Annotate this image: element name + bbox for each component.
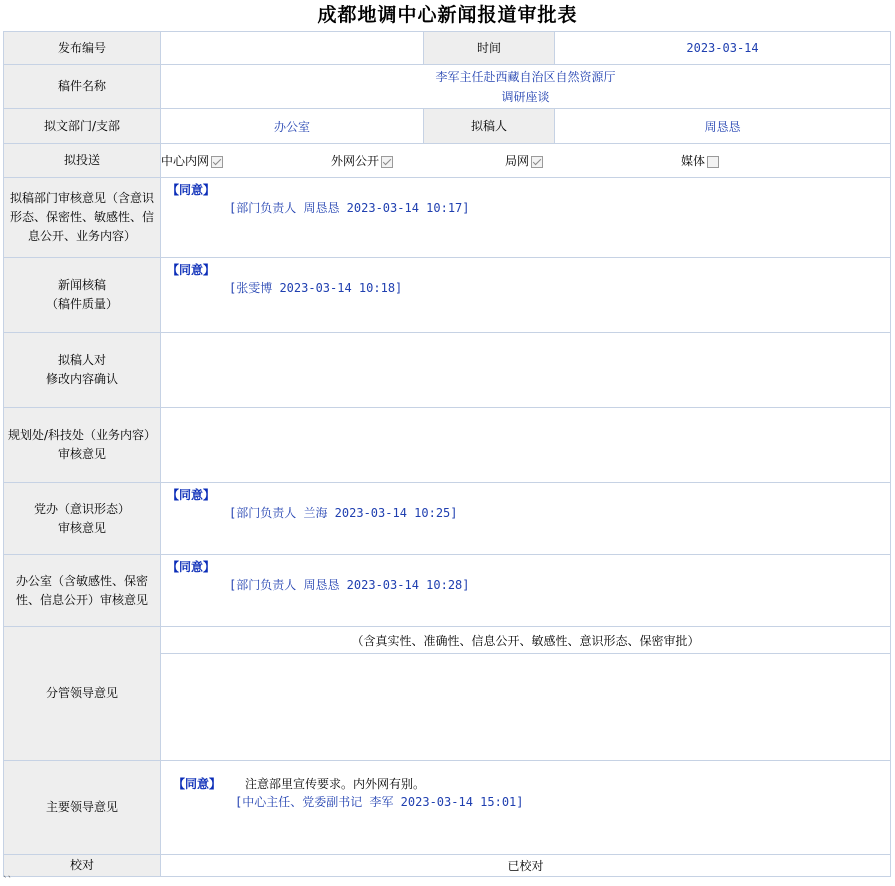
main-leader-verdict: 【同意】 bbox=[173, 777, 222, 791]
vice-leader-opinion bbox=[161, 654, 891, 761]
media-checkbox[interactable] bbox=[707, 156, 719, 168]
main-leader-label: 主要领导意见 bbox=[4, 761, 161, 855]
delivery-label: 拟投送 bbox=[4, 144, 161, 178]
time-value: 2023-03-14 bbox=[555, 32, 891, 65]
manuscript-name-line2: 调研座谈 bbox=[501, 89, 550, 104]
planning-review-label: 规划处/科技处（业务内容） 审核意见 bbox=[4, 408, 161, 483]
proof-value: 已校对 bbox=[161, 855, 891, 877]
party-review-verdict: 【同意】 bbox=[167, 488, 216, 502]
news-review-label: 新闻核稿 （稿件质量） bbox=[4, 258, 161, 333]
vice-leader-label: 分管领导意见 bbox=[4, 627, 161, 761]
dept-label: 拟文部门/支部 bbox=[4, 109, 161, 144]
time-label: 时间 bbox=[424, 32, 555, 65]
manuscript-name-line1: 李军主任赴西藏自治区自然资源厅 bbox=[435, 69, 616, 84]
dept-review-label: 拟稿部门审核意见（含意识形态、保密性、敏感性、信息公开、业务内容） bbox=[4, 178, 161, 258]
publish-no-label: 发布编号 bbox=[4, 32, 161, 65]
dept-review-verdict: 【同意】 bbox=[167, 183, 216, 197]
dept-value: 办公室 bbox=[161, 109, 424, 144]
main-leader-sign: [中心主任、党委副书记 李军 2023-03-14 15:01] bbox=[235, 795, 524, 809]
public-checkbox[interactable] bbox=[381, 156, 393, 168]
page-title: 成都地调中心新闻报道审批表 bbox=[317, 4, 578, 26]
publish-no-value bbox=[161, 32, 424, 65]
office-review-opinion bbox=[161, 555, 891, 627]
option-media[interactable]: 媒体 bbox=[681, 154, 719, 168]
bureau-checkbox[interactable] bbox=[531, 156, 543, 168]
office-review-verdict: 【同意】 bbox=[167, 560, 216, 574]
vice-leader-note: （含真实性、准确性、信息公开、敏感性、意识形态、保密审批） bbox=[161, 627, 891, 654]
option-public[interactable]: 外网公开 bbox=[331, 154, 393, 168]
author-confirm-opinion bbox=[161, 333, 891, 408]
author-value: 周恳恳 bbox=[555, 109, 891, 144]
option-bureau[interactable]: 局网 bbox=[505, 154, 543, 168]
footnote-mark: `` bbox=[3, 876, 12, 886]
delivery-options bbox=[161, 144, 891, 178]
party-review-opinion bbox=[161, 483, 891, 555]
main-leader-comment: 注意部里宣传要求。内外网有别。 bbox=[245, 777, 426, 791]
office-review-label: 办公室（含敏感性、保密性、信息公开）审核意见 bbox=[4, 555, 161, 627]
news-review-sign: [张雯博 2023-03-14 10:18] bbox=[229, 281, 403, 295]
proof-label: 校对 bbox=[4, 855, 161, 877]
dept-review-opinion bbox=[161, 178, 891, 258]
party-review-label: 党办（意识形态） 审核意见 bbox=[4, 483, 161, 555]
office-review-sign: [部门负责人 周恳恳 2023-03-14 10:28] bbox=[229, 578, 470, 592]
dept-review-sign: [部门负责人 周恳恳 2023-03-14 10:17] bbox=[229, 201, 470, 215]
planning-review-opinion bbox=[161, 408, 891, 483]
party-review-sign: [部门负责人 兰海 2023-03-14 10:25] bbox=[229, 506, 458, 520]
author-confirm-label: 拟稿人对 修改内容确认 bbox=[4, 333, 161, 408]
manuscript-name-value bbox=[161, 65, 891, 109]
intranet-checkbox[interactable] bbox=[211, 156, 223, 168]
main-leader-opinion bbox=[161, 761, 891, 855]
author-label: 拟稿人 bbox=[424, 109, 555, 144]
option-intranet[interactable]: 中心内网 bbox=[161, 154, 223, 168]
news-review-opinion bbox=[161, 258, 891, 333]
manuscript-name-label: 稿件名称 bbox=[4, 65, 161, 109]
approval-form bbox=[3, 31, 891, 877]
news-review-verdict: 【同意】 bbox=[167, 263, 216, 277]
